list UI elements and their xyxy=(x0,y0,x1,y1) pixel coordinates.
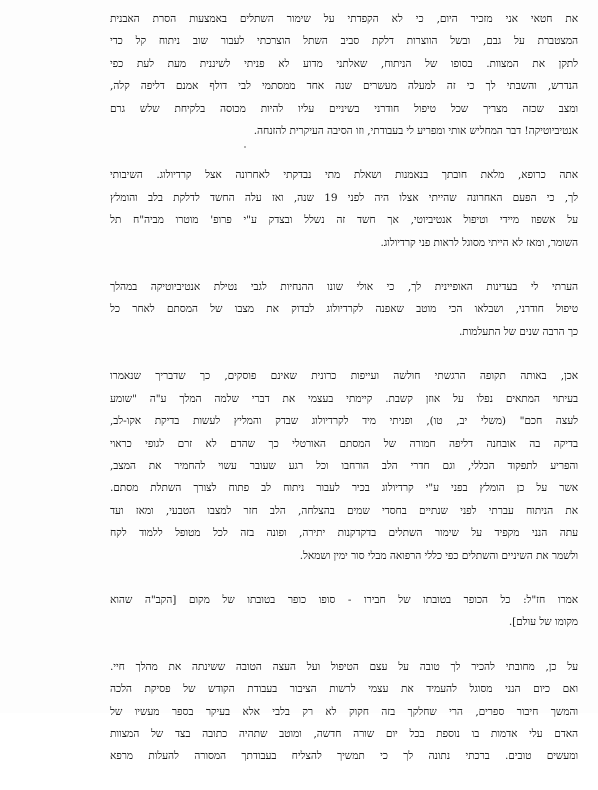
text-line: האדם עלי אדמות בו נוספת בכל יום שורה חדשה, ומוטב שתהיה כתובה בצד של המצוות xyxy=(110,727,578,740)
text-line: אשר על כן הומלץ בפני ע"י קרדיולוג בכיר לעבור ניתוח לב פתוח לצורך השתלת מסתם. xyxy=(110,482,578,495)
paragraph-1 xyxy=(110,8,578,142)
letter-body xyxy=(110,8,578,790)
text-line: את חטאי אני מזכיר היום, כי לא הקפדתי על שימור השתלים באמצעות הסרת האבנית xyxy=(110,13,578,25)
text-line: הערתי לי בעדינות האופיינית לך, כי אולי שונו ההנחיות לגבי נטילת אנטיביוטיקה במהלך xyxy=(110,281,578,294)
paragraph-5 xyxy=(110,589,578,634)
text-line: לך, כי הפעם האחרונה שהייתי אצלו היה לפני 19 שנה, ואז עלה החשד לדלקת בלב והומלץ xyxy=(110,191,578,204)
text-line: המצטברת על גבם, ובשל הווצרות דלקת סביב השתל הוצרכתי לעבור שוב ניתוח קל כדי xyxy=(110,35,578,48)
text-line: בדיקה בה אובחנה דליפה חמורה של המסתם האורטלי כך שהדם לא זרם לגופי כראוי xyxy=(110,437,578,450)
paragraph-2 xyxy=(110,164,578,254)
text-line: כך הרבה שנים של התעלמות. xyxy=(458,325,578,338)
text-line: ולשמר את השיניים והשתלים כפי כללי הרפואה מבלי סור ימין ושמאל. xyxy=(299,549,578,562)
text-line: עתה הנני מקפיד על שימור השתלים בדקדקנות יתירה, ופונה בזה לכל מטופל ללמוד לקח xyxy=(110,527,578,540)
text-line: ומצב שכזה מצריך שכל טיפול חודרני בשיניים עליו להיות מכוסה בלקיחת שלש גרם xyxy=(110,102,578,115)
text-line: השומר, ומאז לא הייתי מסוגל לראות פני קרדיולוג. xyxy=(380,236,578,249)
text-line: מקומו של עולם]. xyxy=(508,616,578,629)
text-line: והפריע לתפקוד הכללי, וגם חדרי הלב הורחבו וכל רגע שעובר עשוי להחמיר את המצב, xyxy=(110,459,578,472)
text-line: הנדרש, והשבתי לך כי זה למעלה מעשרים שנה אחד ממסתמי לבי דולף אמנם דליפה קלה, xyxy=(110,80,578,93)
text-line: אמרו חז"ל: כל הכופר בטובתו של חבירו - סופו כופר בטובתו של מקום [הקב"ה שהוא xyxy=(110,593,578,606)
text-line: אכן, באותה תקופה הרגשתי חולשה ועייפות כרונית שאינם פוסקים, כך שדבריך שנאמרו xyxy=(110,370,578,383)
text-line: את הניתוח עברתי לפני שנתיים בחסדי שמים בהצלחה, הלב חזר למצבו הטבעי, ומאז ועד xyxy=(110,504,578,517)
text-line: לתקן את המצוות. בסופו של הניתוח, שאלתני מדוע לא פניתי לשיננית מעת לעת כפי xyxy=(110,57,578,70)
scan-speck xyxy=(244,146,246,148)
paragraph-6 xyxy=(110,656,578,768)
paragraph-3 xyxy=(110,276,578,343)
text-line: בעיתוי המתאים נפלו על אוזן קשבת. קיימתי בעצמי את דברי שלמה המלך ע"ה "שומע xyxy=(110,392,578,405)
text-line: אתה כרופא, מלאת חובתך בנאמנות ושאלת מתי נבדקתי לאחרונה אצל קרדיולוג. השיבותי xyxy=(110,169,578,182)
paragraph-4 xyxy=(110,365,578,567)
text-line: ואם כיום הנני מסוגל להעמיד את עצמי לרשות הציבור בעבודת הקודש של פסיקת הלכה xyxy=(110,683,578,696)
text-line: אנטיביוטיקה! דבר המחליש אותי ומפריע לי בעבודתי, וזו הסיבה העיקרית להזנחה. xyxy=(253,125,578,138)
text-line: ומעשים טובים. ברכתי נתונה לך כי תמשיך להצליח בעבודתך המסורה להעלות מרפא xyxy=(110,750,578,763)
text-line: לעצה חכם" (משלי יב, טו), ופניתי מיד לקרדיולוג שבדק והמליץ לעשות בדיקת אקו-לב, xyxy=(110,415,578,428)
text-line: והמשך חיבור ספרים, הרי שחלקך בזה חקוק לא רק בלבי אלא בעיקר בספר מעשיו של xyxy=(110,705,578,718)
text-line: על כן, מחובתי להכיר לך טובה על עצם הטיפול ועל העצה הטובה ששינתה את מהלך חיי. xyxy=(110,660,578,673)
text-line: טיפול חודרני, ושבלאו הכי מוטב שאפנה לקרדיולוג לבדוק את מצבו של המסתם לאחר כל xyxy=(110,303,578,316)
text-line: על אשפוז מיידי וטיפול אנטיביוטי, אך חשד זה נשלל ובצדק ע"י פרופ' מוטרו מביה"ח תל xyxy=(110,214,578,227)
